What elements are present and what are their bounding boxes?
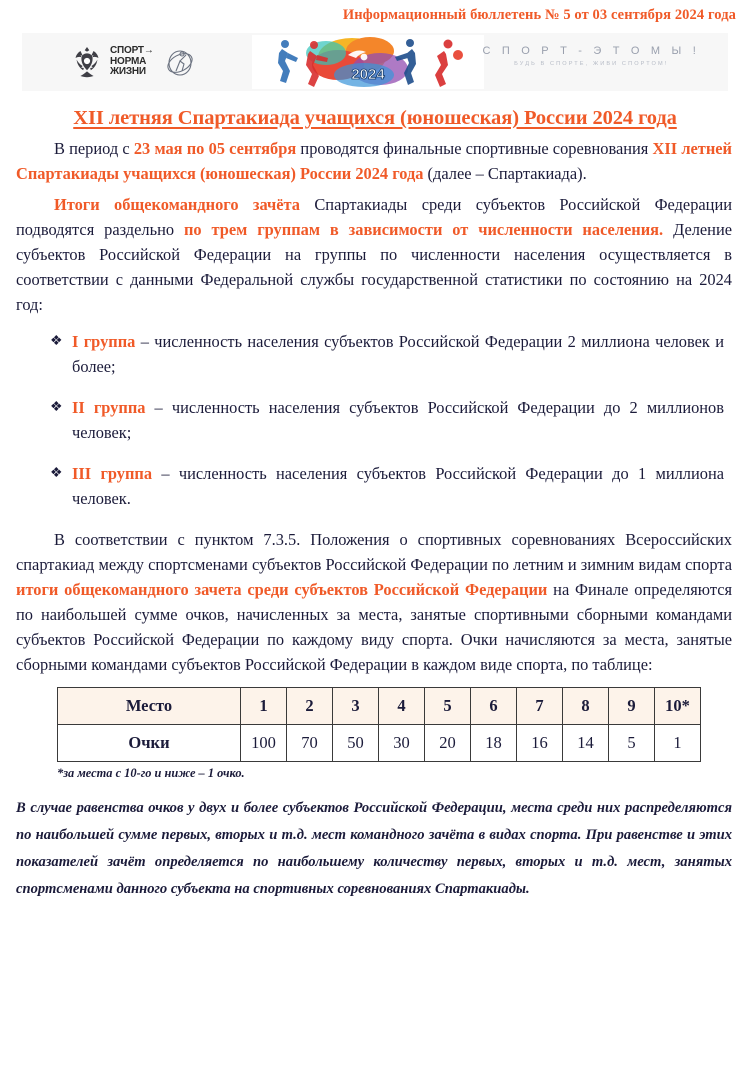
points-cell: 100 — [241, 724, 287, 761]
place-cell: 6 — [471, 687, 517, 724]
group-name: III группа — [72, 463, 153, 483]
group-description: – численность населения субъектов Российской Федерации до 2 миллионов человек; — [72, 397, 724, 442]
table-row-points — [58, 724, 701, 761]
group-name: I группа — [72, 331, 136, 351]
list-item — [50, 395, 724, 445]
spartakiada-2024-banner-image — [252, 35, 484, 89]
p2-highlight-2: по трем группам в зависимости от численности населения. — [183, 219, 664, 239]
sport-norma-zhizni-logo — [110, 46, 154, 78]
p3-text-a: В соответствии с пунктом 7.3.5. Положения о спортивных соревнованиях Всероссийских спартакиад между спортсменами субъектов Российской Федерации по летним и зимним видам спорта — [16, 529, 732, 574]
table-row-places — [58, 687, 701, 724]
sport-norma-line-3: ЖИЗНИ — [110, 66, 146, 78]
points-cell: 20 — [425, 724, 471, 761]
page-title: XII летняя Спартакиада учащихся (юношеская) России 2024 года — [73, 106, 677, 129]
points-cell: 30 — [379, 724, 425, 761]
place-cell: 3 — [333, 687, 379, 724]
p2-highlight-1: Итоги общекомандного зачёта — [54, 194, 300, 214]
list-item — [50, 461, 724, 511]
slogan-main-text: С П О Р Т - Э Т О М Ы ! — [482, 44, 700, 57]
p1-text-b: проводятся финальные спортивные соревнования — [296, 138, 653, 158]
diamond-bullet-icon: ❖ — [50, 465, 63, 481]
paragraph-team-standings — [16, 192, 732, 317]
paragraph-regulation-735 — [16, 527, 732, 677]
points-cell: 5 — [609, 724, 655, 761]
list-item — [50, 329, 724, 379]
place-cell: 8 — [563, 687, 609, 724]
russian-coat-of-arms-icon — [74, 45, 100, 79]
place-cell: 9 — [609, 687, 655, 724]
p2-text-a: Спартакиады среди субъектов Российской Федерации подводятся раздельно — [16, 194, 732, 239]
document-body — [0, 136, 750, 677]
p2-text-b: Деление субъектов Российской Федерации на группы по численности населения осуществляется в соответствии с данными Федеральной службы государственной статистики по состоянию на 2024 год: — [16, 219, 732, 314]
diamond-bullet-icon: ❖ — [50, 399, 63, 415]
sport-norma-line-1: СПОРТ→ — [110, 45, 154, 57]
group-name: II группа — [72, 397, 146, 417]
slogan-sub-text: БУДЬ В СПОРТЕ, ЖИВИ СПОРТОМ! — [514, 60, 669, 67]
place-cell: 4 — [379, 687, 425, 724]
place-cell: 5 — [425, 687, 471, 724]
p1-text-a: В период с — [54, 138, 134, 158]
paragraph-period — [16, 136, 732, 186]
points-table-container — [57, 677, 750, 762]
points-cell: 1 — [655, 724, 701, 761]
row-label-points: Очки — [58, 724, 241, 761]
sport-eto-my-slogan — [483, 45, 700, 67]
points-cell: 70 — [287, 724, 333, 761]
athlete-emblem-icon — [164, 45, 196, 79]
group-description: – численность населения субъектов Российской Федерации 2 миллиона человек и более; — [72, 331, 724, 376]
population-groups-list — [16, 329, 732, 511]
diamond-bullet-icon: ❖ — [50, 333, 63, 349]
points-cell: 50 — [333, 724, 379, 761]
place-cell: 1 — [241, 687, 287, 724]
place-cell: 10* — [655, 687, 701, 724]
p1-text-c: (далее – Спартакиада). — [423, 163, 587, 183]
svg-text:2024: 2024 — [351, 65, 385, 83]
left-logo-group — [74, 45, 196, 79]
table-footnote: *за места с 10-го и ниже – 1 очко. — [57, 765, 245, 780]
logo-banner-strip — [22, 33, 728, 91]
group-description: – численность населения субъектов Российской Федерации до 1 миллиона человек. — [72, 463, 724, 508]
place-cell: 7 — [517, 687, 563, 724]
points-cell: 18 — [471, 724, 517, 761]
row-label-place: Место — [58, 687, 241, 724]
p3-highlight: итоги общекомандного зачета среди субъектов Российской Федерации — [16, 579, 548, 599]
p1-event-highlight: XII летней Спартакиады учащихся (юношеская) России 2024 года — [16, 138, 732, 183]
points-table — [57, 687, 701, 762]
sport-norma-line-2: НОРМА — [110, 55, 147, 67]
p1-dates-highlight: 23 мая по 05 сентября — [133, 138, 297, 158]
place-cell: 2 — [287, 687, 333, 724]
bulletin-header-line: Информационный бюллетень № 5 от 03 сентября 2024 года — [342, 7, 736, 23]
tiebreak-note: В случае равенства очков у двух и более субъектов Российской Федерации, места среди них распределяются по наибольшей сумме первых, вторых и т.д. мест командного зачёта в видах спорта. При равенстве и этих показателей зачёт определяется по наибольшему количеству первых, вторых и т.д. мест, занятых спортсменами данного субъекта на спортивных соревнованиях Спартакиады. — [16, 799, 732, 897]
points-cell: 16 — [517, 724, 563, 761]
p3-text-b: на Финале определяются по наибольшей сумме очков, начисленных за места, занятые спортивными сборными командами субъектов Российской Федерации по каждому виду спорта. Очки начисляются за места, занятые сборными командами субъектов Российской Федерации в каждом виде спорта, по таблице: — [16, 579, 733, 674]
points-cell: 14 — [563, 724, 609, 761]
